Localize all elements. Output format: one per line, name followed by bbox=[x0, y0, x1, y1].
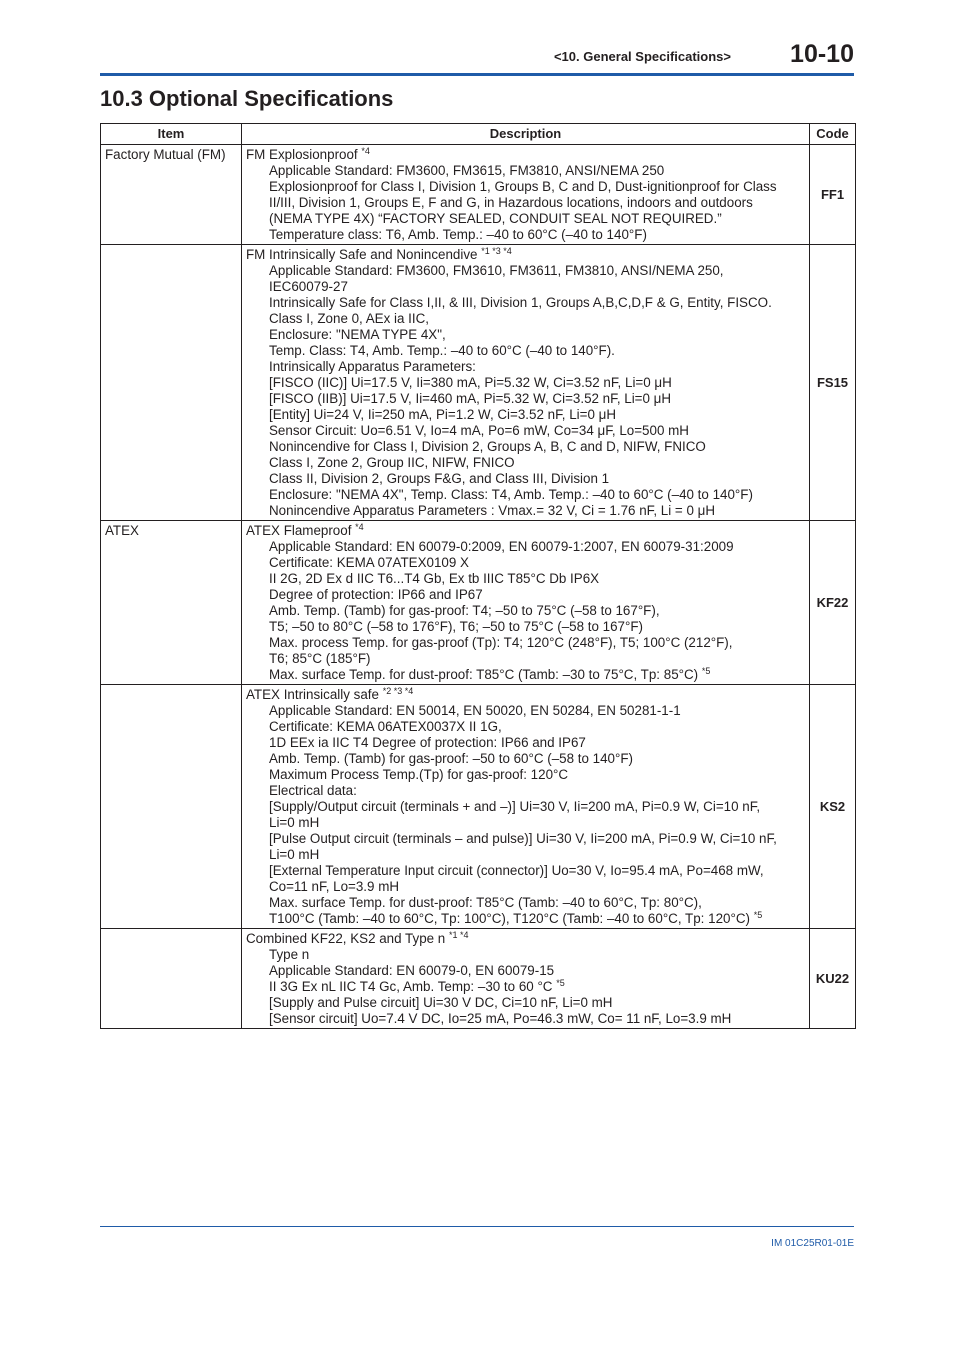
spec-line bbox=[246, 767, 805, 783]
spec-line bbox=[246, 863, 805, 879]
spec-line bbox=[246, 963, 805, 979]
spec-line bbox=[246, 391, 805, 407]
footer-rule bbox=[100, 1226, 854, 1227]
spec-line-text: Temperature class: T6, Amb. Temp.: –40 to 60°C (–40 to 140°F) bbox=[269, 227, 647, 242]
spec-line bbox=[246, 587, 805, 603]
spec-line bbox=[246, 719, 805, 735]
spec-line bbox=[246, 751, 805, 767]
spec-line-text: Class I, Zone 0, AEx ia IIC, bbox=[269, 311, 430, 326]
spec-line bbox=[246, 539, 805, 555]
spec-title bbox=[246, 931, 805, 947]
table-row bbox=[101, 685, 856, 929]
spec-line bbox=[246, 487, 805, 503]
spec-line bbox=[246, 571, 805, 587]
spec-title bbox=[246, 247, 805, 263]
spec-line-text: II 3G Ex nL IIC T4 Gc, Amb. Temp: –30 to 60 °C bbox=[269, 979, 553, 994]
spec-line-text: II/III, Division 1, Groups E, F and G, in Hazardous locations, indoors and outdoors bbox=[269, 195, 753, 210]
spec-line bbox=[246, 815, 805, 831]
spec-line bbox=[246, 163, 805, 179]
spec-title-text: FM Intrinsically Safe and Nonincendive bbox=[246, 247, 478, 262]
spec-line bbox=[246, 359, 805, 375]
spec-line-text: Nonincendive Apparatus Parameters : Vmax.= 32 V, Ci = 1.76 nF, Li = 0 μH bbox=[269, 503, 716, 518]
spec-line bbox=[246, 947, 805, 963]
footnote-ref: *5 bbox=[753, 910, 763, 920]
spec-line-text: [FISCO (IIB)] Ui=17.5 V, Ii=460 mA, Pi=5.32 W, Ci=3.52 nF, Li=0 μH bbox=[269, 391, 672, 406]
spec-line bbox=[246, 879, 805, 895]
spec-title-text: ATEX Flameproof bbox=[246, 523, 352, 538]
table-row bbox=[101, 929, 856, 1029]
spec-line bbox=[246, 211, 805, 227]
spec-line-text: T5; –50 to 80°C (–58 to 176°F), T6; –50 to 75°C (–58 to 167°F) bbox=[269, 619, 644, 634]
section-title: 10.3 Optional Specifications bbox=[100, 86, 394, 111]
item-atex: ATEX bbox=[101, 521, 242, 685]
spec-line bbox=[246, 503, 805, 519]
spec-line-text: T6; 85°C (185°F) bbox=[269, 651, 371, 666]
spec-line-text: [External Temperature Input circuit (connector)] Uo=30 V, Io=95.4 mA, Po=468 mW, bbox=[269, 863, 764, 878]
spec-line bbox=[246, 831, 805, 847]
code-cell: KS2 bbox=[810, 685, 856, 929]
footnote-ref: *5 bbox=[701, 666, 711, 676]
page-number: 10-10 bbox=[790, 40, 854, 68]
table-row bbox=[101, 245, 856, 521]
header-description: Description bbox=[242, 124, 810, 145]
spec-line bbox=[246, 667, 805, 683]
spec-line bbox=[246, 555, 805, 571]
spec-line bbox=[246, 455, 805, 471]
spec-line bbox=[246, 995, 805, 1011]
spec-line-text: Class II, Division 2, Groups F&G, and Class III, Division 1 bbox=[269, 471, 610, 486]
header-item: Item bbox=[101, 124, 242, 145]
spec-line-text: (NEMA TYPE 4X) “FACTORY SEALED, CONDUIT SEAL NOT REQUIRED.” bbox=[269, 211, 722, 226]
spec-line-text: Applicable Standard: EN 60079-0, EN 60079-15 bbox=[269, 963, 555, 978]
footnote-ref: *4 bbox=[361, 146, 370, 156]
spec-line bbox=[246, 979, 805, 995]
spec-line bbox=[246, 423, 805, 439]
spec-line-text: Sensor Circuit: Uo=6.51 V, Io=4 mA, Po=6 mW, Co=34 μF, Lo=500 mH bbox=[269, 423, 689, 438]
code-cell: FS15 bbox=[810, 245, 856, 521]
description-cell bbox=[242, 245, 810, 521]
spec-line bbox=[246, 279, 805, 295]
description-cell bbox=[242, 929, 810, 1029]
spec-line bbox=[246, 735, 805, 751]
footnote-ref: *1 *3 *4 bbox=[481, 246, 512, 256]
spec-title-text: Combined KF22, KS2 and Type n bbox=[246, 931, 446, 946]
spec-line-text: Class I, Zone 2, Group IIC, NIFW, FNICO bbox=[269, 455, 515, 470]
spec-line bbox=[246, 407, 805, 423]
table-row bbox=[101, 521, 856, 685]
spec-line-text: Max. surface Temp. for dust-proof: T85°C (Tamb: –30 to 75°C, Tp: 85°C) bbox=[269, 667, 699, 682]
item-fm-continued bbox=[101, 245, 242, 521]
spec-line-text: Amb. Temp. (Tamb) for gas-proof: T4; –50 to 75°C (–58 to 167°F), bbox=[269, 603, 660, 618]
spec-line bbox=[246, 703, 805, 719]
spec-line bbox=[246, 471, 805, 487]
description-cell bbox=[242, 685, 810, 929]
spec-line-text: Type n bbox=[269, 947, 310, 962]
spec-line-text: Degree of protection: IP66 and IP67 bbox=[269, 587, 483, 602]
spec-line-text: Applicable Standard: EN 60079-0:2009, EN 60079-1:2007, EN 60079-31:2009 bbox=[269, 539, 734, 554]
header-code: Code bbox=[810, 124, 856, 145]
spec-line bbox=[246, 895, 805, 911]
spec-line-text: II 2G, 2D Ex d IIC T6...T4 Gb, Ex tb IIIC T85°C Db IP6X bbox=[269, 571, 600, 586]
spec-line-text: IEC60079-27 bbox=[269, 279, 348, 294]
spec-line-text: Co=11 nF, Lo=3.9 mH bbox=[269, 879, 400, 894]
footnote-ref: *2 *3 *4 bbox=[382, 686, 414, 696]
spec-line-text: Maximum Process Temp.(Tp) for gas-proof: 120°C bbox=[269, 767, 569, 782]
spec-title-text: FM Explosionproof bbox=[246, 147, 358, 162]
description-cell bbox=[242, 145, 810, 245]
spec-title bbox=[246, 523, 805, 539]
code-cell: FF1 bbox=[810, 145, 856, 245]
footnote-ref: *5 bbox=[556, 978, 565, 988]
spec-line-text: Enclosure: "NEMA TYPE 4X", bbox=[269, 327, 446, 342]
spec-title-text: ATEX Intrinsically safe bbox=[246, 687, 379, 702]
spec-line-text: T100°C (Tamb: –40 to 60°C, Tp: 100°C), T120°C (Tamb: –40 to 60°C, Tp: 120°C) bbox=[269, 911, 750, 926]
spec-line bbox=[246, 799, 805, 815]
spec-line bbox=[246, 847, 805, 863]
spec-line-text: 1D EEx ia IIC T4 Degree of protection: IP66 and IP67 bbox=[269, 735, 586, 750]
spec-line-text: Enclosure: "NEMA 4X", Temp. Class: T4, Amb. Temp.: –40 to 60°C (–40 to 140°F) bbox=[269, 487, 753, 502]
spec-line bbox=[246, 651, 805, 667]
spec-line-text: Amb. Temp. (Tamb) for gas-proof: –50 to 60°C (–58 to 140°F) bbox=[269, 751, 633, 766]
spec-line bbox=[246, 619, 805, 635]
spec-line-text: [Sensor circuit] Uo=7.4 V DC, Io=25 mA, Po=46.3 mW, Co= 11 nF, Lo=3.9 mH bbox=[269, 1011, 732, 1026]
spec-line-text: Li=0 mH bbox=[269, 815, 320, 830]
spec-line-text: Explosionproof for Class I, Division 1, Groups B, C and D, Dust-ignitionproof for Class bbox=[269, 179, 777, 194]
spec-line-text: Max. process Temp. for gas-proof (Tp): T4; 120°C (248°F), T5; 100°C (212°F), bbox=[269, 635, 733, 650]
spec-title bbox=[246, 687, 805, 703]
spec-line bbox=[246, 311, 805, 327]
spec-line-text: [Pulse Output circuit (terminals – and pulse)] Ui=30 V, Ii=200 mA, Pi=0.9 W, Ci=10 nF, bbox=[269, 831, 777, 846]
spec-line-text: Max. surface Temp. for dust-proof: T85°C (Tamb: –40 to 60°C, Tp: 80°C), bbox=[269, 895, 702, 910]
spec-title bbox=[246, 147, 805, 163]
spec-line bbox=[246, 295, 805, 311]
spec-line-text: Temp. Class: T4, Amb. Temp.: –40 to 60°C (–40 to 140°F). bbox=[269, 343, 615, 358]
spec-line-text: Applicable Standard: FM3600, FM3615, FM3810, ANSI/NEMA 250 bbox=[269, 163, 665, 178]
spec-line bbox=[246, 227, 805, 243]
spec-line-text: Certificate: KEMA 06ATEX0037X II 1G, bbox=[269, 719, 502, 734]
footnote-ref: *1 *4 bbox=[449, 930, 469, 940]
header-rule bbox=[100, 73, 854, 76]
spec-line-text: Certificate: KEMA 07ATEX0109 X bbox=[269, 555, 469, 570]
spec-line-text: [Entity] Ui=24 V, Ii=250 mA, Pi=1.2 W, Ci=3.52 nF, Li=0 μH bbox=[269, 407, 617, 422]
spec-line-text: Intrinsically Safe for Class I,II, & III, Division 1, Groups A,B,C,D,F & G, Entity, FISCO. bbox=[269, 295, 772, 310]
table-row bbox=[101, 145, 856, 245]
table-header-row bbox=[101, 124, 856, 145]
spec-line-text: [FISCO (IIC)] Ui=17.5 V, Ii=380 mA, Pi=5.32 W, Ci=3.52 nF, Li=0 μH bbox=[269, 375, 672, 390]
code-cell: KF22 bbox=[810, 521, 856, 685]
spec-line bbox=[246, 635, 805, 651]
spec-line bbox=[246, 327, 805, 343]
spec-line bbox=[246, 911, 805, 927]
description-cell bbox=[242, 521, 810, 685]
spec-line-text: Li=0 mH bbox=[269, 847, 320, 862]
spec-line-text: [Supply and Pulse circuit] Ui=30 V DC, Ci=10 nF, Li=0 mH bbox=[269, 995, 613, 1010]
spec-line-text: [Supply/Output circuit (terminals + and –)] Ui=30 V, Ii=200 mA, Pi=0.9 W, Ci=10 nF, bbox=[269, 799, 761, 814]
spec-line-text: Applicable Standard: EN 50014, EN 50020, EN 50284, EN 50281-1-1 bbox=[269, 703, 681, 718]
document-id: IM 01C25R01-01E bbox=[771, 1238, 854, 1249]
item-atex-continued bbox=[101, 685, 242, 929]
footnote-ref: *4 bbox=[355, 522, 364, 532]
spec-line-text: Intrinsically Apparatus Parameters: bbox=[269, 359, 476, 374]
code-cell: KU22 bbox=[810, 929, 856, 1029]
spec-line bbox=[246, 439, 805, 455]
item-fm: Factory Mutual (FM) bbox=[101, 145, 242, 245]
spec-line-text: Applicable Standard: FM3600, FM3610, FM3611, FM3810, ANSI/NEMA 250, bbox=[269, 263, 724, 278]
item-atex-continued bbox=[101, 929, 242, 1029]
spec-line bbox=[246, 375, 805, 391]
spec-line bbox=[246, 1011, 805, 1027]
spec-line bbox=[246, 263, 805, 279]
spec-line bbox=[246, 179, 805, 195]
spec-line-text: Nonincendive for Class I, Division 2, Groups A, B, C and D, NIFW, FNICO bbox=[269, 439, 706, 454]
spec-line bbox=[246, 603, 805, 619]
spec-line-text: Electrical data: bbox=[269, 783, 357, 798]
chapter-header: <10. General Specifications> bbox=[553, 49, 731, 64]
optional-spec-table bbox=[100, 123, 856, 1029]
spec-line bbox=[246, 343, 805, 359]
spec-line bbox=[246, 783, 805, 799]
spec-line bbox=[246, 195, 805, 211]
